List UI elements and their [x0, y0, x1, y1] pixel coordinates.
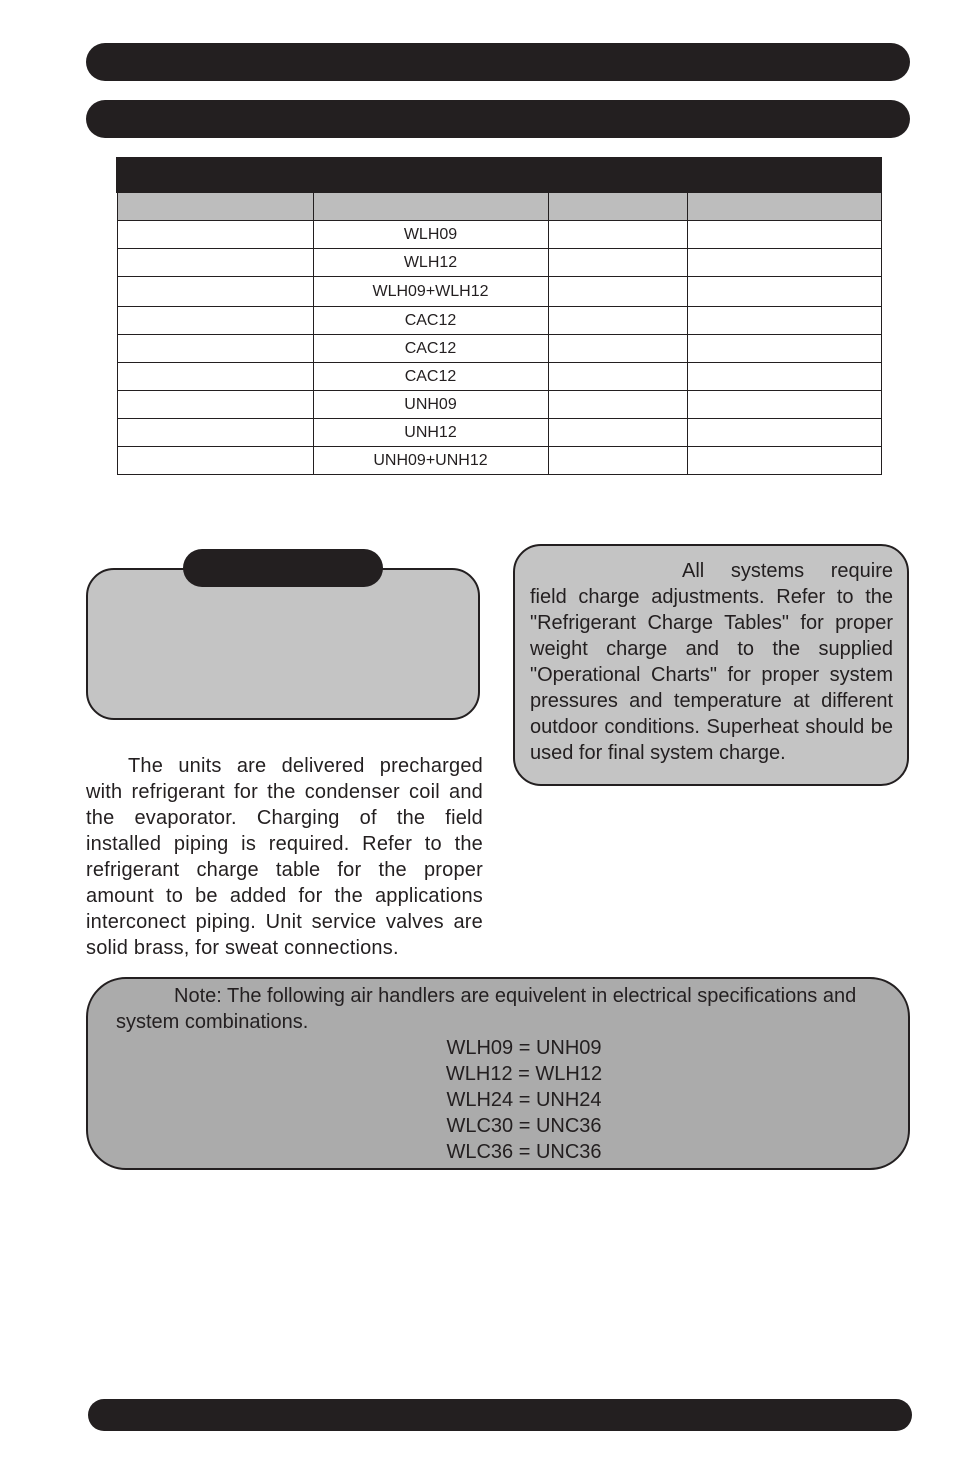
table-header-row	[117, 192, 881, 221]
refrigerant-charge-table	[116, 157, 882, 475]
table-header-cell	[117, 192, 313, 221]
table-cell	[117, 419, 313, 447]
table-cell	[687, 307, 881, 335]
table-cell	[687, 391, 881, 419]
table-row	[117, 307, 881, 335]
header-bar-second	[86, 100, 910, 138]
equivalents-list	[88, 1035, 954, 1165]
table-cell	[117, 335, 313, 363]
table-cell	[548, 307, 687, 335]
table-cell	[117, 249, 313, 277]
model-cell: CAC12	[313, 307, 548, 335]
model-cell: CAC12	[313, 363, 548, 391]
table-cell	[687, 419, 881, 447]
table-header-cell	[313, 192, 548, 221]
table-cell	[687, 363, 881, 391]
model-cell: WLH09	[313, 221, 548, 249]
table-cell	[548, 277, 687, 307]
table-cell	[687, 277, 881, 307]
table-cell	[117, 277, 313, 307]
table-row	[117, 419, 881, 447]
model-cell: CAC12	[313, 335, 548, 363]
precharge-paragraph: The units are delivered precharged with refrigerant for the condenser coil and the evaporator. Charging of the field installed piping is required. Refer to the refrigerant charge table for the proper amount to be added for the applications interconect piping. Unit service valves are solid brass, for sweat connections.	[86, 755, 483, 959]
table-cell	[117, 391, 313, 419]
equivalent-item: WLC36 = UNC36	[446, 1141, 602, 1163]
table-cell	[117, 363, 313, 391]
caution-box	[86, 568, 480, 720]
table-title-cell	[117, 158, 881, 192]
equivalent-item: WLH12 = WLH12	[445, 1063, 603, 1085]
table-cell	[117, 447, 313, 475]
field-charge-box	[513, 544, 909, 786]
table-cell	[687, 447, 881, 475]
table-header-cell	[548, 192, 687, 221]
model-cell: WLH09+WLH12	[313, 277, 548, 307]
table-row	[117, 249, 881, 277]
table-cell	[548, 335, 687, 363]
table-row	[117, 221, 881, 249]
table-row	[117, 391, 881, 419]
table-cell	[687, 221, 881, 249]
table-cell	[548, 447, 687, 475]
table-cell	[548, 363, 687, 391]
model-cell: WLH12	[313, 249, 548, 277]
equivalents-note-box	[86, 977, 910, 1170]
model-cell: UNH09	[313, 391, 548, 419]
table-cell	[548, 419, 687, 447]
table-row	[117, 335, 881, 363]
table-cell	[117, 221, 313, 249]
table-title-row	[117, 158, 881, 192]
equivalent-item: WLH24 = UNH24	[446, 1089, 602, 1111]
model-cell: UNH09+UNH12	[313, 447, 548, 475]
equivalent-item: WLH09 = UNH09	[446, 1037, 602, 1059]
table-cell	[117, 307, 313, 335]
table-header-cell	[687, 192, 881, 221]
table-row	[117, 277, 881, 307]
footer-bar	[88, 1399, 912, 1431]
table-cell	[548, 249, 687, 277]
header-bar-top	[86, 43, 910, 81]
table-row	[117, 447, 881, 475]
table-row	[117, 363, 881, 391]
note-text: Note: The following air handlers are equivelent in electrical specifications and system combinations.	[116, 985, 857, 1033]
caution-box-tab	[183, 549, 383, 587]
field-charge-text: All systems require field charge adjustments. Refer to the "Refrigerant Charge Tables" for proper weight charge and to the supplied "Operational Charts" for proper system pressures and temperature at different outdoor conditions. Superheat should be used for final system charge.	[530, 560, 893, 764]
table-cell	[548, 391, 687, 419]
table-cell	[687, 335, 881, 363]
equivalent-item: WLC30 = UNC36	[446, 1115, 602, 1137]
table-cell	[548, 221, 687, 249]
table-cell	[687, 249, 881, 277]
model-cell: UNH12	[313, 419, 548, 447]
